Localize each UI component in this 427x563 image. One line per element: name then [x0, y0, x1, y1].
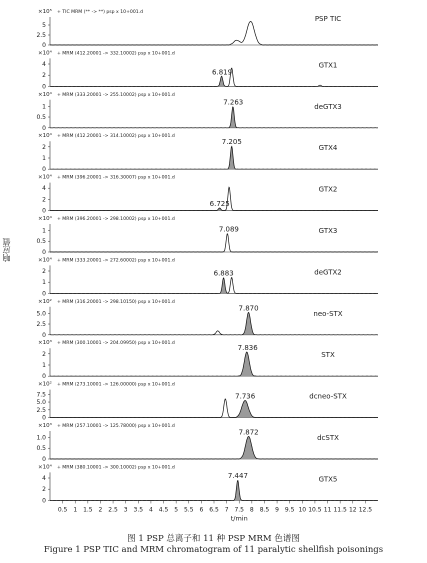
y-tick-label: 7.5: [36, 391, 46, 399]
panel-scale-label: ×10⁴: [38, 50, 52, 57]
compound-label: neo-STX: [313, 309, 343, 318]
x-tick-label: 1: [73, 506, 78, 514]
y-tick-label: 1: [42, 103, 46, 111]
x-tick-label: 4: [149, 506, 153, 514]
x-tick-label: 3: [123, 506, 128, 514]
y-tick-label: 1.0: [36, 434, 46, 442]
y-tick-label: 1: [42, 279, 46, 287]
y-tick-label: 0: [42, 42, 46, 49]
trace-line: [50, 234, 378, 252]
x-tick-label: 11: [323, 506, 332, 514]
peak-annotation: 7.205: [221, 138, 242, 147]
compound-label: GTX1: [318, 61, 338, 70]
panel-scale-label: ×10⁴: [38, 91, 52, 98]
panel-scale-label: ×10⁴: [38, 133, 52, 140]
x-axis-label: t/min: [230, 514, 248, 523]
x-tick-label: 9.5: [284, 506, 295, 514]
y-tick-label: 0: [42, 207, 46, 215]
panel-scale-label: ×10⁴: [38, 174, 52, 181]
x-tick-label: 10: [298, 506, 307, 514]
y-tick-label: 0: [42, 497, 46, 505]
compound-label: dcSTX: [317, 434, 339, 442]
panel-header: + MRM (396.20001 -> 316.30007) psp x 10+001.d: [57, 175, 175, 181]
panel-scale-label: ×10³: [38, 340, 52, 347]
panel-scale-label: ×10²: [38, 298, 52, 305]
x-tick-label: 2: [98, 506, 103, 514]
panel-header: + MRM (273.10001 -> 126.00000) psp x 10+001.d: [57, 382, 175, 388]
peak-annotation: 6.819: [212, 68, 233, 77]
panel-scale-label: ×10⁴: [38, 257, 52, 264]
caption-chinese: 图 1 PSP 总离子和 11 种 PSP MRM 色谱图: [127, 534, 300, 544]
x-tick-label: 10.5: [308, 506, 322, 514]
panel-header: + MRM (412.20001 -> 314.10002) psp x 10+001.d: [57, 134, 175, 140]
peak-annotation: 7.872: [238, 428, 259, 437]
shaded-peak-area: [237, 400, 254, 417]
y-tick-label: 2: [42, 196, 46, 204]
y-tick-label: 0.5: [36, 445, 46, 453]
panel-header: + MRM (316.20001 -> 298.10150) psp x 10+001.d: [57, 299, 175, 305]
y-tick-label: 2.5: [36, 32, 46, 39]
compound-label: GTX3: [318, 227, 338, 235]
y-tick-label: 2: [42, 72, 46, 80]
peak-annotation: 7.870: [238, 304, 259, 313]
x-tick-label: 9: [275, 506, 279, 514]
panel-header: + MRM (333.20001 -> 272.60002) psp x 10+001.d: [57, 258, 175, 264]
y-tick-label: 0: [42, 290, 46, 298]
y-tick-label: 5.0: [36, 310, 46, 318]
y-tick-label: 0: [42, 373, 46, 381]
y-tick-label: 2: [42, 268, 46, 275]
compound-label: GTX4: [318, 144, 338, 153]
y-tick-label: 0: [42, 456, 46, 463]
compound-label: GTX5: [318, 475, 338, 484]
x-tick-label: 6: [199, 506, 204, 514]
trace-line: [50, 399, 378, 418]
y-tick-label: 5: [42, 22, 46, 29]
compound-label: GTX2: [318, 185, 338, 194]
x-tick-label: 2.5: [108, 506, 118, 514]
y-tick-label: 0: [42, 83, 46, 91]
y-axis-label: 响应值: [2, 238, 11, 262]
compound-label: dcneo-STX: [309, 392, 347, 401]
x-tick-label: 7.5: [234, 506, 245, 514]
caption-english: Figure 1 PSP TIC and MRM chromatogram of 11 paralytic shellfish poisonings: [43, 545, 384, 555]
peak-annotation: 7.736: [235, 392, 256, 401]
panel-scale-label: ×10⁴: [38, 464, 52, 471]
panel-header: + MRM (257.10001 -> 125.78000) psp x 10+001.d: [57, 424, 175, 429]
y-tick-label: 0: [42, 124, 46, 132]
panel-scale-label: ×10⁴: [38, 216, 52, 222]
x-tick-label: 11.5: [333, 506, 347, 514]
y-tick-label: 0: [42, 331, 46, 339]
y-tick-label: 1: [42, 362, 46, 369]
y-tick-label: 2: [42, 486, 46, 494]
panel-scale-label: ×10²: [38, 381, 52, 388]
panel-header: + MRM (333.20001 -> 255.10002) psp x 10+001.d: [57, 92, 175, 98]
y-tick-label: 2: [42, 350, 46, 358]
y-tick-label: 2: [42, 143, 46, 151]
peak-annotation: 7.447: [227, 472, 248, 481]
x-tick-label: 8.5: [259, 506, 270, 514]
y-tick-label: 2.5: [36, 406, 46, 414]
x-tick-label: 3.5: [133, 506, 144, 514]
trace-line: [50, 278, 378, 294]
panel-header: + MRM (396.20001 -> 298.10002) psp x 10+001.d: [57, 217, 175, 222]
panel-header: + MRM (300.10001 -> 204.09950) psp x 10+001.d: [57, 341, 175, 347]
x-tick-label: 6.5: [209, 506, 219, 514]
compound-label: deGTX3: [314, 102, 342, 111]
y-tick-label: 4: [42, 185, 46, 193]
x-tick-label: 5.5: [183, 506, 194, 514]
panel-scale-label: ×10⁵: [38, 9, 52, 15]
trace-line: [50, 481, 378, 501]
peak-annotation: 7.263: [223, 98, 244, 107]
peak-annotation: 6.883: [213, 269, 234, 278]
y-tick-label: 0.5: [36, 238, 46, 246]
y-tick-label: 0: [42, 166, 46, 174]
y-tick-label: 4: [42, 61, 46, 68]
x-tick-label: 12.5: [358, 506, 373, 514]
x-tick-label: 0.5: [57, 506, 68, 514]
y-tick-label: 1: [42, 227, 46, 235]
x-tick-label: 7: [224, 506, 229, 514]
y-tick-label: 0: [42, 249, 46, 256]
panel-header: + MRM (380.10001 -> 300.10002) psp x 10+001.d: [57, 465, 175, 471]
y-tick-label: 0.5: [36, 114, 46, 122]
x-tick-label: 1.5: [83, 506, 93, 514]
trace-line: [50, 22, 378, 46]
panel-scale-label: ×10³: [38, 423, 52, 429]
peak-annotation: 7.089: [218, 225, 239, 234]
compound-label: PSP TIC: [314, 15, 342, 23]
y-tick-label: 2.5: [36, 321, 46, 329]
panel-header: + MRM (412.20001 -> 332.10002) psp x 10+001.d: [57, 51, 175, 57]
y-tick-label: 5.0: [36, 399, 46, 407]
y-tick-label: 4: [42, 475, 46, 482]
x-tick-label: 8: [249, 506, 254, 514]
panel-header: + TIC MRM (** -> **) psp x 10+001.d: [57, 10, 144, 15]
y-tick-label: 1: [42, 155, 46, 162]
shaded-peak-area: [240, 352, 253, 376]
peak-annotation: 7.836: [237, 344, 258, 353]
y-tick-label: 0: [42, 414, 46, 422]
compound-label: STX: [321, 351, 335, 360]
x-tick-label: 12: [348, 506, 357, 514]
peak-annotation: 6.725: [209, 200, 230, 209]
x-tick-label: 5: [174, 506, 179, 514]
compound-label: deGTX2: [314, 268, 342, 277]
x-tick-label: 4.5: [158, 506, 169, 514]
